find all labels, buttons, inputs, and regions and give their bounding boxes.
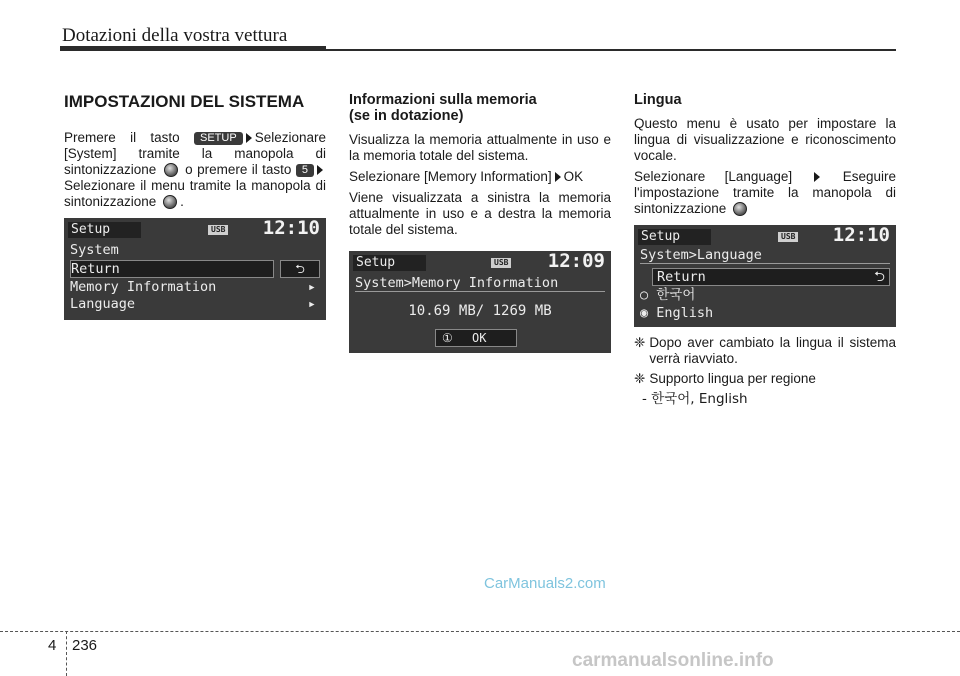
- chevron-right-icon: ▸: [307, 296, 316, 312]
- tuning-knob-icon: [164, 163, 178, 177]
- row-label: Memory Information: [70, 279, 217, 295]
- column-system-settings: [64, 92, 326, 320]
- return-icon: ⮌: [280, 260, 320, 278]
- chevron-right-icon: ▸: [307, 279, 316, 295]
- description-paragraph: Visualizza la memoria attualmente in uso e la memoria totale del sistema.: [349, 132, 611, 163]
- radio-on-icon: ◉: [640, 305, 649, 321]
- screen-row-return: Return: [70, 260, 274, 278]
- note-text: Dopo aver cambiato la lingua il sistema verrà riavviato.: [649, 335, 896, 366]
- language-option-english: [640, 305, 890, 321]
- screen-path: System>Memory Information: [355, 275, 605, 292]
- radio-off-icon: ○: [640, 287, 649, 303]
- setup-key-badge: SETUP: [194, 132, 243, 145]
- section-heading: [349, 92, 611, 124]
- tuning-knob-icon: [733, 202, 747, 216]
- screen-clock: 12:10: [262, 218, 320, 239]
- option-label: 한국어: [656, 287, 696, 303]
- setup-screen-language: [634, 225, 896, 327]
- ok-label: OK: [472, 331, 487, 345]
- watermark-carmanuals2: CarManuals2.com: [484, 575, 606, 592]
- text-fragment: Eseguire l'impostazione tramite la manopola di sintonizzazione: [634, 169, 896, 216]
- column-language: [634, 92, 896, 407]
- watermark-carmanualsonline: carmanualsonline.info: [572, 650, 774, 671]
- text-fragment: o premere il tasto: [185, 162, 292, 177]
- note-item: [634, 335, 896, 367]
- text-fragment: Selezionare [Memory Information]: [349, 169, 552, 184]
- heading-line: (se in dotazione): [349, 108, 464, 124]
- section-heading: IMPOSTAZIONI DEL SISTEMA: [64, 92, 305, 111]
- usb-badge: USB: [491, 258, 511, 268]
- heading-line: Informazioni sulla memoria: [349, 92, 537, 108]
- arrow-right-icon: [814, 172, 820, 182]
- screen-row-system: System: [70, 242, 119, 258]
- row-label: Return: [657, 269, 706, 285]
- instructions-paragraph: [349, 169, 611, 185]
- arrow-right-icon: [317, 165, 323, 175]
- footer-divider: [66, 631, 67, 676]
- arrow-right-icon: [246, 133, 252, 143]
- text-fragment: OK: [563, 169, 584, 184]
- ok-button: [435, 329, 517, 347]
- page-number: 236: [72, 637, 98, 654]
- usb-badge: USB: [208, 225, 228, 235]
- usb-badge: USB: [778, 232, 798, 242]
- screen-title: Setup: [353, 255, 426, 271]
- number-key-badge: 5: [296, 164, 314, 177]
- option-label: English: [656, 305, 714, 321]
- screen-row-return: [652, 268, 890, 286]
- screen-title: Setup: [68, 222, 141, 238]
- note-text: Supporto lingua per regione: [649, 371, 816, 386]
- screen-row-language: [70, 296, 320, 312]
- return-icon: ⮌: [874, 269, 885, 285]
- key-number: ①: [442, 331, 453, 345]
- screen-row-memory: [70, 279, 320, 295]
- text-fragment: Premere il tasto: [64, 130, 180, 145]
- screen-title: Setup: [638, 229, 711, 245]
- memory-readout: 10.69 MB/ 1269 MB: [408, 303, 552, 319]
- instructions-paragraph: [634, 169, 896, 217]
- language-option-korean: [640, 287, 890, 303]
- header-rule-thin: [326, 49, 896, 51]
- setup-screen-system: [64, 218, 326, 320]
- row-label: Language: [70, 296, 136, 312]
- text-fragment: Selezionare [Language]: [634, 169, 793, 184]
- footer-rule: [0, 631, 960, 632]
- result-paragraph: Viene visualizzata a sinistra la memoria attualmente in uso e a destra la memoria totale del sistema.: [349, 190, 611, 237]
- tuning-knob-icon: [163, 195, 177, 209]
- arrow-right-icon: [555, 172, 561, 182]
- screen-clock: 12:10: [832, 225, 890, 246]
- text-fragment: .: [180, 194, 184, 209]
- instructions-paragraph: [64, 130, 326, 210]
- setup-screen-memory: [349, 251, 611, 353]
- header-rule-thick: [60, 46, 326, 51]
- chapter-number: 4: [48, 637, 57, 654]
- text-fragment: Selezionare [System] tramite la manopola di sintonizzazione: [64, 130, 326, 177]
- section-heading: Lingua: [634, 92, 682, 108]
- text-fragment: Selezionare il menu tramite la manopola di sintonizzazione: [64, 178, 326, 209]
- notes-list: [634, 335, 896, 407]
- supported-languages: - 한국어, English: [642, 391, 748, 407]
- note-mark: ❈: [634, 335, 646, 350]
- header-title: Dotazioni della vostra vettura: [62, 25, 288, 46]
- description-paragraph: Questo menu è usato per impostare la lingua di visualizzazione e riconoscimento vocale.: [634, 116, 896, 163]
- column-memory-info: [349, 92, 611, 353]
- screen-clock: 12:09: [547, 251, 605, 272]
- screen-path: System>Language: [640, 247, 890, 264]
- note-item: [634, 371, 896, 387]
- note-mark: ❈: [634, 371, 646, 386]
